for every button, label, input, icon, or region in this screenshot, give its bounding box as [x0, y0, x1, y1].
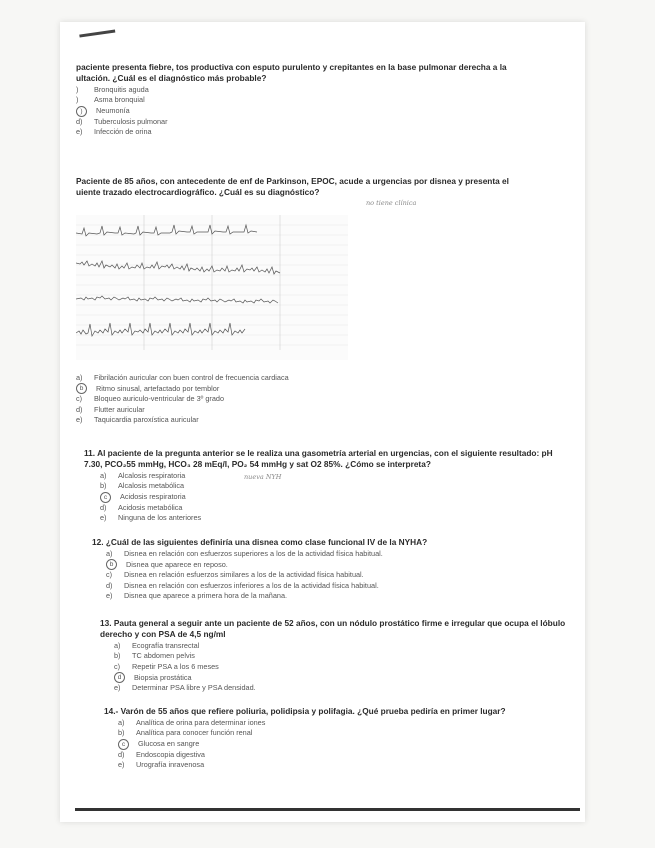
option-b[interactable] [114, 651, 572, 661]
option-letter: d) [76, 404, 83, 414]
option-text: Alcalosis respiratoria [118, 471, 186, 480]
option-b[interactable] [100, 481, 574, 491]
option-letter: a) [106, 549, 113, 558]
stem-line: 14.- Varón de 55 años que refiere poliuria, polidipsia y polifagia. ¿Qué prueba pediría en primer lugar? [104, 706, 506, 716]
option-text: Alcalosis metabólica [118, 481, 185, 491]
question-stem [104, 706, 572, 717]
circled-answer-mark: c [100, 492, 111, 503]
option-e[interactable] [114, 683, 572, 693]
option-b[interactable] [106, 559, 572, 570]
option-text: Bronquitis aguda [94, 85, 149, 94]
option-letter: c) [76, 394, 83, 404]
question-ecg-options [76, 372, 566, 426]
option-text: TC abdomen pelvis [132, 651, 195, 661]
ecg-tracing-image [76, 215, 348, 360]
option-c[interactable] [118, 739, 572, 750]
question-ecg [76, 176, 566, 198]
option-letter: c) [114, 661, 121, 671]
option-c[interactable] [106, 570, 572, 580]
option-text: Disnea en relación esfuerzos similares a los de la actividad física habitual. [124, 570, 364, 580]
option-text: Determinar PSA libre y PSA densidad. [132, 683, 256, 693]
option-letter: b) [100, 481, 107, 491]
option-text: Neumonía [96, 106, 130, 116]
question-stem [84, 448, 574, 470]
option-letter: d) [118, 749, 125, 759]
option-letter: e) [106, 591, 113, 601]
option-c[interactable] [76, 106, 566, 117]
option-text: Biopsia prostática [134, 672, 192, 682]
option-text: Ninguna de los anteriores [118, 513, 202, 523]
option-text: Disnea en relación con esfuerzos superiores a los de la actividad física habitual. [124, 549, 383, 558]
option-letter: a) [76, 373, 83, 382]
option-letter: ) [76, 95, 79, 105]
page-bottom-rule [75, 808, 580, 811]
option-a[interactable] [114, 641, 572, 651]
question-14 [104, 706, 572, 771]
option-e[interactable] [100, 513, 574, 523]
option-text: Urografía inravenosa [136, 760, 205, 770]
option-d[interactable] [114, 672, 572, 683]
option-text: Taquicardia paroxística auricular [94, 415, 199, 425]
circled-answer-mark: d [114, 672, 125, 683]
option-e[interactable] [106, 591, 572, 601]
option-a[interactable] [76, 85, 566, 95]
option-text: Ecografía transrectal [132, 641, 200, 650]
option-letter: a) [118, 718, 125, 727]
stem-line: uiente trazado electrocardiográfico. ¿Cuál es su diagnóstico? [76, 187, 320, 197]
options-list [106, 549, 572, 602]
option-text: Asma bronquial [94, 95, 145, 105]
stem-line: 7.30, PCO₂55 mmHg, HCO₃ 28 mEq/l, PO₂ 54 mmHg y sat O2 85%. ¿Cómo se interpreta? [84, 459, 431, 469]
option-a[interactable] [106, 549, 572, 559]
stem-line: ultación. ¿Cuál es el diagnóstico más probable? [76, 73, 267, 83]
option-d[interactable] [76, 117, 566, 127]
question-fever [76, 62, 566, 138]
circled-answer-mark: b [106, 559, 117, 570]
stem-line: Paciente de 85 años, con antecedente de enf de Parkinson, EPOC, acude a urgencias por disnea y presenta el [76, 176, 509, 186]
options-list [100, 471, 574, 524]
question-stem [92, 537, 572, 548]
option-letter: d) [106, 580, 113, 590]
option-text: Infección de orina [94, 127, 152, 137]
option-e[interactable] [118, 760, 572, 770]
option-text: Analítica para conocer función renal [136, 728, 253, 738]
option-b[interactable] [118, 728, 572, 738]
circled-answer-mark: b [76, 383, 87, 394]
option-c[interactable] [76, 394, 566, 404]
option-letter: ) [76, 85, 79, 94]
option-letter: d) [100, 502, 107, 512]
option-text: Tuberculosis pulmonar [94, 116, 168, 126]
question-13 [100, 618, 572, 694]
option-b[interactable] [76, 95, 566, 105]
options-list [114, 641, 572, 694]
options-list [118, 718, 572, 771]
stem-line: 13. Pauta general a seguir ante un paciente de 52 años, con un nódulo prostático firme e irregular que ocupa el lóbulo [100, 618, 566, 628]
handwritten-note-ecg: no tiene clínica [366, 199, 417, 207]
option-text: Flutter auricular [94, 404, 145, 414]
option-letter: e) [76, 127, 83, 137]
option-c[interactable] [100, 492, 574, 503]
option-a[interactable] [118, 718, 572, 728]
option-d[interactable] [100, 503, 574, 513]
option-text: Disnea que aparece a primera hora de la mañana. [124, 591, 288, 601]
option-letter: d) [76, 116, 83, 126]
question-stem [100, 618, 572, 640]
stem-line: 11. Al paciente de la pregunta anterior se le realiza una gasometría arterial en urgencias, con el siguiente resultado: pH [84, 448, 553, 458]
option-a[interactable] [76, 373, 566, 383]
stem-line: 12. ¿Cuál de las siguientes definiría una disnea como clase funcional IV de la NYHA? [92, 537, 428, 547]
question-12 [92, 537, 572, 602]
option-d[interactable] [118, 750, 572, 760]
option-letter: a) [114, 641, 121, 650]
stem-line: derecho y con PSA de 4,5 ng/ml [100, 629, 226, 639]
option-letter: e) [76, 415, 83, 425]
option-text: Repetir PSA a los 6 meses [132, 661, 219, 671]
option-e[interactable] [76, 127, 566, 137]
option-text: Disnea en relación con esfuerzos inferiores a los de la actividad física habitual. [124, 580, 379, 590]
option-e[interactable] [76, 415, 566, 425]
option-letter: b) [114, 651, 121, 661]
option-letter: e) [114, 683, 121, 693]
option-letter: c) [106, 570, 113, 580]
circled-answer-mark: ) [76, 106, 87, 117]
option-d[interactable] [106, 581, 572, 591]
option-letter: a) [100, 471, 107, 480]
stem-line: paciente presenta fiebre, tos productiva con esputo purulento y crepitantes en la base pulmonar derecha a la [76, 62, 507, 72]
option-letter: e) [100, 513, 107, 523]
question-11 [84, 448, 574, 524]
option-d[interactable] [76, 405, 566, 415]
option-text: Endoscopia digestiva [136, 749, 205, 759]
option-text: Disnea que aparece en reposo. [126, 559, 228, 569]
option-b[interactable] [76, 383, 566, 394]
option-a[interactable] [100, 471, 574, 481]
option-text: Acidosis respiratoria [120, 492, 186, 502]
question-stem [76, 62, 566, 84]
option-text: Acidosis metabólica [118, 502, 183, 512]
circled-answer-mark: c [118, 739, 129, 750]
option-c[interactable] [114, 662, 572, 672]
option-text: Analítica de orina para determinar iones [136, 718, 266, 727]
option-text: Bloqueo auriculo-ventricular de 3º grado [94, 394, 225, 404]
option-text: Fibrilación auricular con buen control de frecuencia cardiaca [94, 373, 289, 382]
option-letter: e) [118, 760, 125, 770]
options-list [76, 373, 566, 426]
option-letter: b) [118, 728, 125, 738]
option-text: Glucosa en sangre [138, 739, 200, 749]
options-list [76, 85, 566, 138]
question-stem [76, 176, 566, 198]
handwritten-note-gas: nueva NYH [244, 473, 282, 481]
option-text: Ritmo sinusal, artefactado por temblor [96, 383, 220, 393]
